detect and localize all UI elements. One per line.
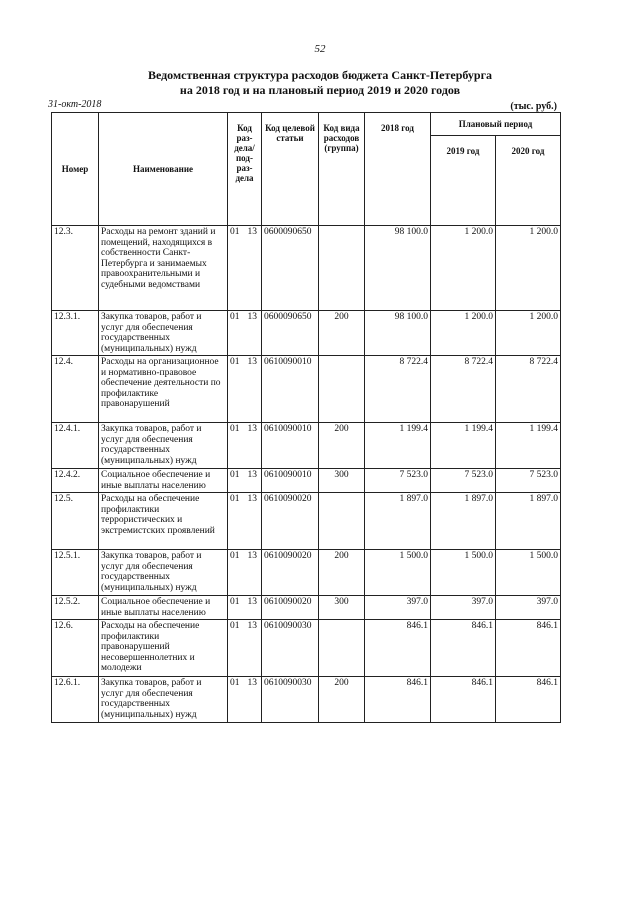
row-expense-type	[319, 356, 365, 423]
row-section: 01	[230, 357, 240, 367]
row-expense-type: 200	[319, 677, 365, 723]
header-number: Номер	[52, 113, 99, 226]
row-subsection: 13	[247, 621, 257, 631]
table-row	[52, 226, 561, 311]
row-subsection: 13	[247, 357, 257, 367]
row-target-code: 0610090020	[262, 493, 319, 550]
row-expense-type: 200	[319, 311, 365, 356]
row-number: 12.5.2.	[52, 596, 99, 620]
row-value-2020: 846.1	[496, 677, 561, 723]
row-name: Закупка товаров, работ и услуг для обеспечения государственных (муниципальных) нужд	[99, 677, 228, 723]
row-section-code	[228, 311, 262, 356]
row-value-2019: 1 199.4	[431, 423, 496, 469]
row-number: 12.5.	[52, 493, 99, 550]
table-row	[52, 356, 561, 423]
document-date: 31-окт-2018	[48, 99, 102, 110]
row-value-2020: 1 199.4	[496, 423, 561, 469]
budget-table	[51, 112, 561, 723]
row-value-2019: 846.1	[431, 620, 496, 677]
row-expense-type: 200	[319, 423, 365, 469]
table-row	[52, 596, 561, 620]
row-value-2020: 7 523.0	[496, 469, 561, 493]
row-name: Расходы на обеспечение профилактики правонарушений несовершеннолетних и молодежи	[99, 620, 228, 677]
row-value-2019: 8 722.4	[431, 356, 496, 423]
row-number: 12.3.1.	[52, 311, 99, 356]
row-value-2020: 846.1	[496, 620, 561, 677]
row-number: 12.4.2.	[52, 469, 99, 493]
row-subsection: 13	[247, 678, 257, 688]
row-section: 01	[230, 227, 240, 237]
row-value-2019: 397.0	[431, 596, 496, 620]
row-section-code	[228, 596, 262, 620]
row-value-2018: 1 897.0	[365, 493, 431, 550]
table-row	[52, 469, 561, 493]
units-label: (тыс. руб.)	[510, 101, 557, 112]
row-value-2018: 7 523.0	[365, 469, 431, 493]
row-value-2019: 1 200.0	[431, 311, 496, 356]
document-title	[60, 68, 580, 98]
row-value-2019: 1 500.0	[431, 550, 496, 596]
row-target-code: 0610090010	[262, 469, 319, 493]
row-name: Социальное обеспечение и иные выплаты населению	[99, 469, 228, 493]
row-target-code: 0600090650	[262, 226, 319, 311]
row-expense-type	[319, 620, 365, 677]
row-target-code: 0610090030	[262, 620, 319, 677]
row-value-2018: 8 722.4	[365, 356, 431, 423]
row-value-2018: 846.1	[365, 620, 431, 677]
table-row	[52, 550, 561, 596]
row-subsection: 13	[247, 312, 257, 322]
row-section-code	[228, 493, 262, 550]
header-name: Наименование	[99, 113, 228, 226]
row-subsection: 13	[247, 597, 257, 607]
row-number: 12.5.1.	[52, 550, 99, 596]
row-value-2018: 98 100.0	[365, 311, 431, 356]
table-row	[52, 677, 561, 723]
table-row	[52, 493, 561, 550]
row-subsection: 13	[247, 227, 257, 237]
row-value-2018: 846.1	[365, 677, 431, 723]
row-value-2019: 7 523.0	[431, 469, 496, 493]
row-target-code: 0610090010	[262, 356, 319, 423]
row-expense-type: 300	[319, 469, 365, 493]
header-section-code: Код раз- дела/ под- раз- дела	[228, 113, 262, 226]
row-value-2019: 846.1	[431, 677, 496, 723]
row-value-2018: 1 500.0	[365, 550, 431, 596]
row-name: Расходы на обеспечение профилактики террористических и экстремистских проявлений	[99, 493, 228, 550]
row-expense-type: 300	[319, 596, 365, 620]
row-value-2019: 1 200.0	[431, 226, 496, 311]
header-2018: 2018 год	[365, 113, 431, 226]
row-value-2018: 397.0	[365, 596, 431, 620]
row-section: 01	[230, 312, 240, 322]
row-number: 12.6.1.	[52, 677, 99, 723]
row-value-2020: 8 722.4	[496, 356, 561, 423]
header-target-code: Код целевой статьи	[262, 113, 319, 226]
row-section: 01	[230, 551, 240, 561]
row-section-code	[228, 423, 262, 469]
row-subsection: 13	[247, 424, 257, 434]
row-section: 01	[230, 470, 240, 480]
row-name: Расходы на ремонт зданий и помещений, находящихся в собственности Санкт-Петербурга и занимаемых правоохранительными и судебными ведомствами	[99, 226, 228, 311]
header-2019: 2019 год	[431, 136, 496, 226]
header-row-1	[52, 113, 561, 136]
row-subsection: 13	[247, 551, 257, 561]
row-section: 01	[230, 678, 240, 688]
row-section: 01	[230, 424, 240, 434]
row-number: 12.4.	[52, 356, 99, 423]
row-value-2018: 98 100.0	[365, 226, 431, 311]
row-section-code	[228, 356, 262, 423]
title-line-2: на 2018 год и на плановый период 2019 и 2020 годов	[179, 83, 461, 97]
row-value-2020: 1 897.0	[496, 493, 561, 550]
row-value-2020: 397.0	[496, 596, 561, 620]
row-value-2020: 1 500.0	[496, 550, 561, 596]
row-expense-type: 200	[319, 550, 365, 596]
table-row	[52, 423, 561, 469]
row-target-code: 0610090020	[262, 550, 319, 596]
row-name: Закупка товаров, работ и услуг для обеспечения государственных (муниципальных) нужд	[99, 423, 228, 469]
row-section-code	[228, 469, 262, 493]
row-value-2020: 1 200.0	[496, 311, 561, 356]
table-row	[52, 311, 561, 356]
row-section: 01	[230, 494, 240, 504]
row-section: 01	[230, 621, 240, 631]
header-2020: 2020 год	[496, 136, 561, 226]
row-section-code	[228, 550, 262, 596]
row-number: 12.4.1.	[52, 423, 99, 469]
row-name: Закупка товаров, работ и услуг для обеспечения государственных (муниципальных) нужд	[99, 311, 228, 356]
row-target-code: 0600090650	[262, 311, 319, 356]
row-subsection: 13	[247, 470, 257, 480]
row-name: Расходы на организационное и нормативно-правовое обеспечение деятельности по профилактике правонарушений	[99, 356, 228, 423]
page-number: 52	[314, 43, 326, 55]
header-expense-type-code: Код вида расходов (группа)	[319, 113, 365, 226]
row-value-2018: 1 199.4	[365, 423, 431, 469]
row-number: 12.6.	[52, 620, 99, 677]
row-section-code	[228, 226, 262, 311]
row-section-code	[228, 620, 262, 677]
row-section: 01	[230, 597, 240, 607]
row-subsection: 13	[247, 494, 257, 504]
title-line-1: Ведомственная структура расходов бюджета Санкт-Петербурга	[147, 68, 493, 82]
row-target-code: 0610090030	[262, 677, 319, 723]
row-value-2019: 1 897.0	[431, 493, 496, 550]
row-section-code	[228, 677, 262, 723]
header-plan-period: Плановый период	[431, 113, 561, 136]
row-name: Закупка товаров, работ и услуг для обеспечения государственных (муниципальных) нужд	[99, 550, 228, 596]
row-value-2020: 1 200.0	[496, 226, 561, 311]
row-target-code: 0610090010	[262, 423, 319, 469]
row-expense-type	[319, 226, 365, 311]
row-name: Социальное обеспечение и иные выплаты населению	[99, 596, 228, 620]
row-target-code: 0610090020	[262, 596, 319, 620]
row-expense-type	[319, 493, 365, 550]
row-number: 12.3.	[52, 226, 99, 311]
table-row	[52, 620, 561, 677]
